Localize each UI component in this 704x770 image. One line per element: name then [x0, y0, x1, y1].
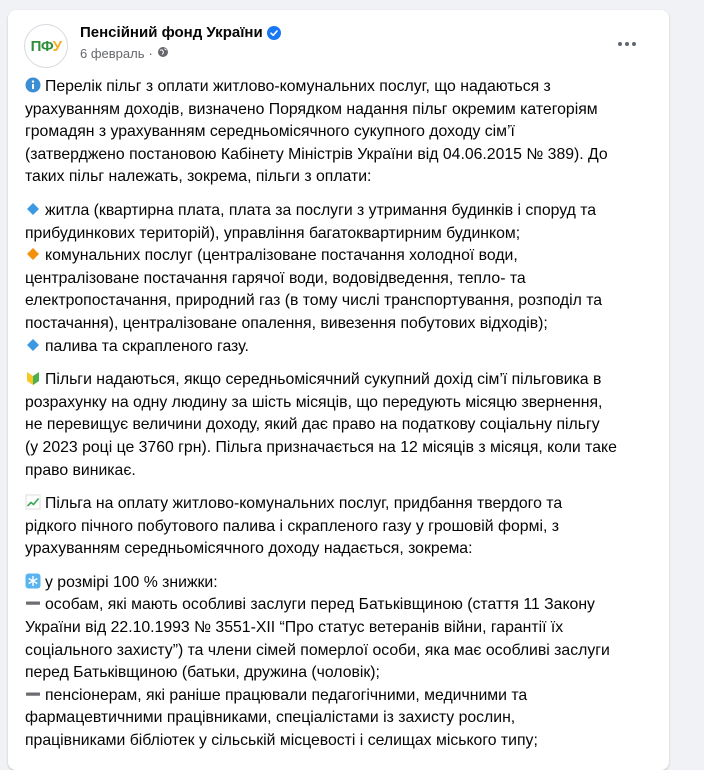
text-line: [25, 662, 655, 685]
text-line-content: комунальних послуг (централізоване постачання холодної води,: [45, 247, 518, 265]
post-date[interactable]: 6 февраль: [80, 46, 145, 61]
verified-badge-icon: [267, 26, 281, 40]
text-line: [25, 144, 655, 167]
text-line-content: особам, які мають особливі заслуги перед Батьківщиною (стаття 11 Закону: [45, 596, 595, 614]
info-icon: [25, 77, 41, 93]
text-line-content: фармацевтичними працівниками, спеціалістами із захисту рослин,: [25, 709, 516, 727]
text-line: [25, 290, 655, 313]
globe-icon: [157, 46, 169, 61]
minus-icon: [25, 686, 41, 702]
text-line: [25, 617, 655, 640]
post-paragraph: [25, 76, 655, 189]
chart-increasing-icon: [25, 494, 41, 510]
post-paragraph: [25, 493, 655, 561]
minus-icon: [25, 595, 41, 611]
text-line: [25, 268, 655, 291]
text-line-content: палива та скрапленого газу.: [45, 337, 249, 355]
text-line-content: Пільга на оплату житлово-комунальних послуг, придбання твердого та: [45, 495, 563, 513]
more-dots-icon: [617, 41, 637, 47]
text-line-content: України від 22.10.1993 № 3551-XII “Про статус ветеранів війни, гарантії їх: [25, 619, 564, 637]
text-line-content: у розмірі 100 % знижки:: [45, 573, 218, 591]
text-line-content: прибудинкових територій), управління багатоквартирним будинком;: [25, 224, 521, 242]
text-line-content: таких пільг належать, зокрема, пільги з оплати:: [25, 168, 372, 186]
blue-diamond-icon: [25, 201, 41, 217]
text-line: [25, 223, 655, 246]
text-line: [25, 493, 655, 516]
more-options-button[interactable]: [609, 26, 645, 62]
snowflake-icon: [25, 573, 41, 589]
text-line: [25, 414, 655, 437]
text-line: [25, 200, 655, 223]
post-paragraph: [25, 369, 655, 482]
post-header: [24, 22, 653, 68]
text-line-content: Перелік пільг з оплати житлово-комунальних послуг, що надаються з: [45, 78, 551, 95]
avatar-logo: ПФУ: [30, 37, 62, 55]
post-text: [25, 76, 655, 764]
text-line: [25, 640, 655, 663]
text-line-content: Пільги надаються, якщо середньомісячний сукупний дохід сім’ї пільговика в: [45, 371, 602, 389]
post-paragraph: [25, 572, 655, 753]
text-line-content: урахуванням доходів, визначено Порядком надання пільг окремим категоріям: [25, 100, 598, 118]
meta-separator: ·: [148, 46, 153, 61]
text-line-content: працівниками бібліотек у сільській місцевості і селищах міського типу;: [25, 732, 538, 750]
text-line: [25, 76, 655, 99]
text-line-content: електропостачання, природний газ (в тому числі транспортування, розподіл та: [25, 292, 603, 310]
text-line-content: постачання), централізоване опалення, вивезення побутових відходів);: [25, 314, 548, 332]
text-line: [25, 685, 655, 708]
text-line: [25, 313, 655, 336]
orange-diamond-icon: [25, 246, 41, 262]
page-name-label[interactable]: Пенсійний фонд України: [80, 24, 263, 41]
text-line-content: рідкого пічного побутового палива і скрапленого газу у грошовій формі, з: [25, 517, 559, 535]
post-meta: [80, 46, 169, 61]
text-line: [25, 538, 655, 561]
text-line-content: громадян з урахуванням середньомісячного сукупного доходу сім’ї: [25, 123, 515, 141]
post-paragraph: [25, 200, 655, 358]
post-card: [8, 10, 669, 770]
text-line: [25, 369, 655, 392]
text-line: [25, 460, 655, 483]
text-line-content: пенсіонерам, які раніше працювали педагогічними, медичними та: [45, 686, 528, 704]
text-line: [25, 572, 655, 595]
text-line-content: (затверджено постановою Кабінету Міністрів України від 04.06.2015 № 389). До: [25, 145, 608, 163]
text-line: [25, 245, 655, 268]
text-line: [25, 437, 655, 460]
text-line: [25, 121, 655, 144]
text-line-content: урахуванням середньомісячного доходу надається, зокрема:: [25, 540, 473, 558]
page-name[interactable]: [80, 24, 281, 41]
text-line: [25, 730, 655, 753]
text-line-content: право виникає.: [25, 461, 136, 479]
text-line: [25, 336, 655, 359]
text-line-content: перед Батьківщиною (батьки, дружина (чоловік);: [25, 664, 380, 682]
text-line: [25, 516, 655, 539]
text-line-content: не перевищує величини доходу, який дає право на податкову соціальну пільгу: [25, 416, 600, 434]
blue-diamond-icon: [25, 337, 41, 353]
text-line: [25, 707, 655, 730]
text-line: [25, 392, 655, 415]
text-line-content: централізоване постачання гарячої води, водовідведення, тепло- та: [25, 269, 526, 287]
text-line: [25, 594, 655, 617]
avatar[interactable]: [24, 24, 68, 68]
text-line: [25, 99, 655, 122]
text-line: [25, 166, 655, 189]
text-line-content: розрахунку на одну людину за шість місяців, що передують місяцю звернення,: [25, 393, 603, 411]
text-line-content: житла (квартирна плата, плата за послуги з утримання будинків і споруд та: [45, 201, 597, 219]
text-line-content: соціального захисту”) та члени сімей померлої особи, яка має особливі заслуги: [25, 641, 610, 659]
text-line-content: (у 2023 році це 3760 грн). Пільга призначається на 12 місяців з місяця, коли таке: [25, 438, 617, 456]
beginner-symbol-icon: [25, 370, 41, 386]
